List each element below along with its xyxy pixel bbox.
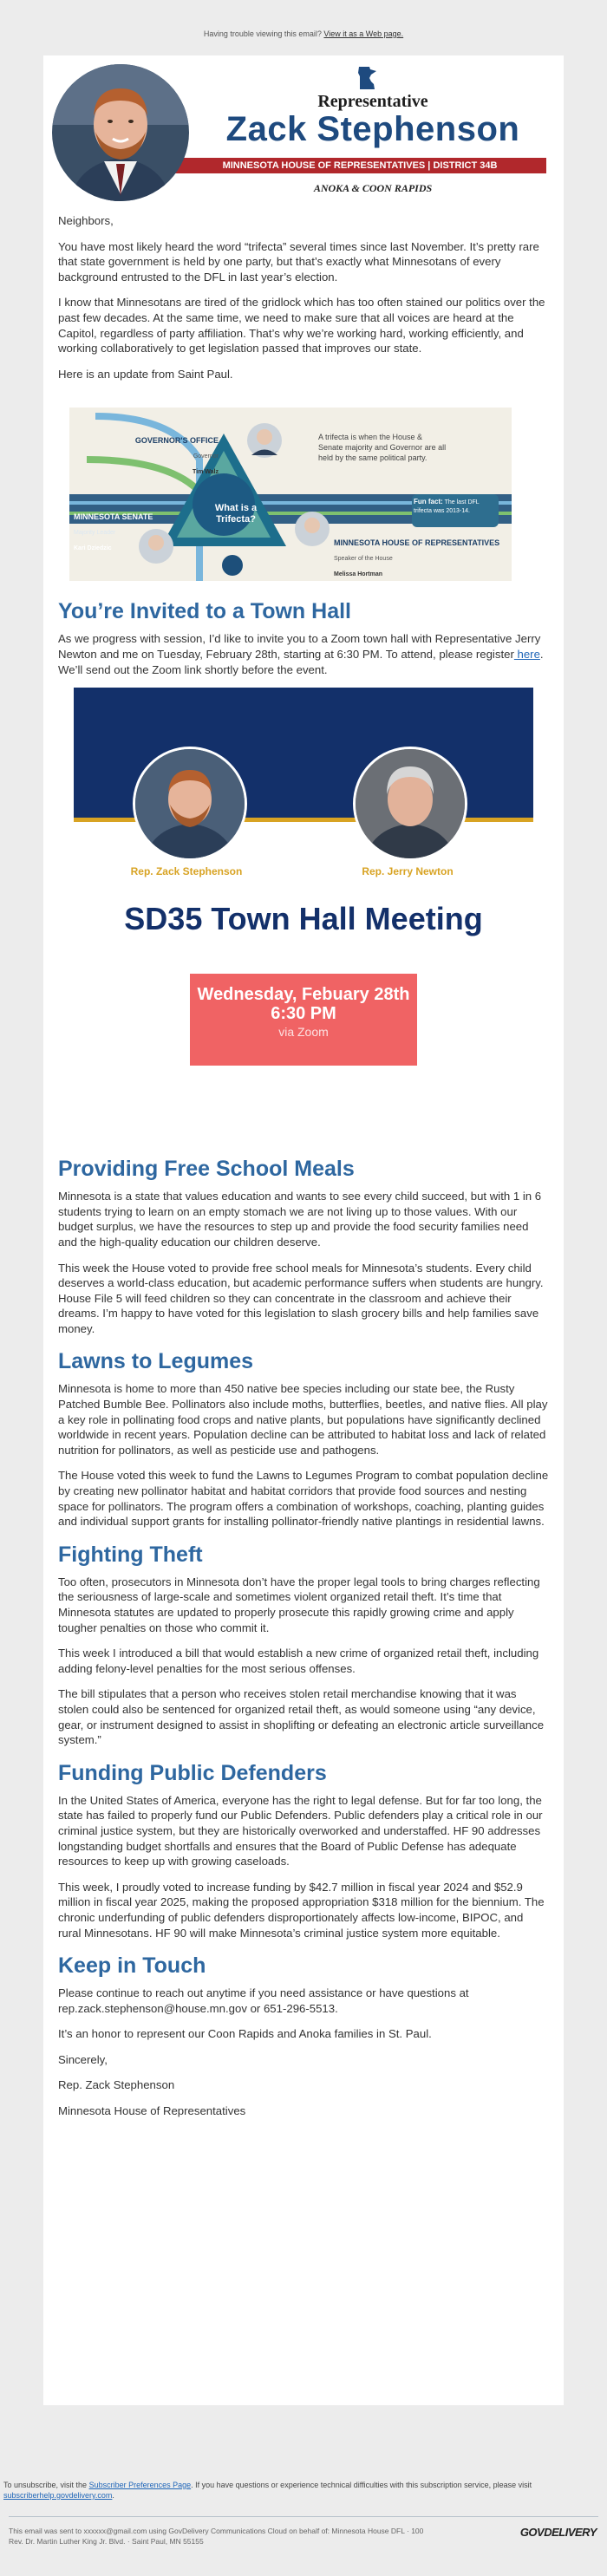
- meals-paragraph: This week the House voted to provide free school meals for Minnesota’s students. Every child deserves a world-class education, but academic performance suffers when students are hungry. House File 5 will feed children so they can concentrate in the classroom and achieve their dreams. I’m happy to have voted for this legislation to slash grocery bills and help families save money.: [58, 1261, 544, 1335]
- touch-paragraph: It’s an honor to represent our Coon Rapids and Anoka families in St. Paul.: [58, 2027, 432, 2041]
- lawns-heading: Lawns to Legumes: [58, 1349, 254, 1374]
- defenders-paragraph: In the United States of America, everyone has the right to legal defense. But for far too long, the state has failed to properly fund our Public Defenders. Public defenders play a critical role in our criminal justice system, but they are historically overworked and understaffed. HF 90 addresses longstanding budget shortfalls and ensures that the Board of Public Defense has adequate resources to keep up with growing caseloads.: [58, 1793, 543, 1868]
- rep-portrait: [52, 64, 189, 201]
- title-rep-name: Zack Stephenson: [225, 110, 520, 148]
- register-link[interactable]: here: [513, 647, 540, 661]
- defenders-paragraph: This week, I proudly voted to increase funding by $42.7 million in fiscal year 2024 and $52.9 million in fiscal year 2025, making the proposed appropriation $318 million for the biennium. The chronic underfunding of public defenders disproportionately affects low-income, BIPOC, and rural Minnesotans. HF 90 will make Minnesota’s criminal justice system more equitable.: [58, 1880, 545, 1940]
- subscriber-preferences-link[interactable]: Subscriber Preferences Page: [88, 2481, 192, 2489]
- event-datetime-box: [190, 974, 417, 1066]
- web-view-link[interactable]: View it as a Web page.: [323, 29, 404, 38]
- email-body: [43, 205, 564, 2119]
- rep2-photo: [353, 747, 467, 861]
- townhall-flyer: [74, 688, 533, 1130]
- area-subtitle: ANOKA & COON RAPIDS: [313, 182, 433, 194]
- townhall-heading: You’re Invited to a Town Hall: [58, 599, 351, 624]
- masthead: [43, 55, 564, 205]
- touch-paragraph: Please continue to reach out anytime if you need assistance or have questions at rep.zack.stephenson@house.mn.gov or 651-296-5513.: [58, 1986, 469, 2015]
- rep1-caption: Rep. Zack Stephenson: [130, 865, 243, 878]
- senate-label: MINNESOTA SENATE Majority Leader Kari Dziedzic: [74, 512, 153, 551]
- event-date: Wednesday, Febuary 28th: [197, 985, 410, 1005]
- email-card: [43, 55, 564, 2405]
- trifecta-infographic: [58, 408, 549, 581]
- intro-paragraph: I know that Minnesotans are tired of the gridlock which has too often stained our politics over the past few decades. At the same time, we need to make sure that all voices are heard at the Capitol, regardless of party affiliation. That’s why we’re working hard, working efficiently, and working collaboratively to get legislation passed that improves our state.: [58, 296, 545, 355]
- govdelivery-logo: GOVDELIVERY: [519, 2526, 597, 2539]
- lawns-paragraph: Minnesota is home to more than 450 native bee species including our state bee, the Rusty Patched Bumble Bee. Pollinators also include moths, butterflies, beetles, and native flies. All play a key role in pollinating food crops and native plants, but populations have significantly declined worldwide in recent years. Population decline can be attributed to habitat loss and lack of related nutrition for pollinators, as well as pesticide use and pathogens.: [58, 1382, 548, 1457]
- preheader-text: Having trouble viewing this email?: [203, 29, 322, 38]
- preheader: [0, 0, 607, 40]
- unsubscribe-text: To unsubscribe, visit the Subscriber Preferences Page. If you have questions or experience technical difficulties with this subscription service, please visit subscriberhelp.govdelivery.com.: [3, 2481, 532, 2500]
- meals-heading: Providing Free School Meals: [58, 1157, 355, 1182]
- rep1-photo: [133, 747, 247, 861]
- townhall-title: SD35 Town Hall Meeting: [124, 901, 483, 937]
- theft-heading: Fighting Theft: [58, 1542, 203, 1567]
- minnesota-map-icon: [357, 66, 378, 90]
- event-time: 6:30 PM: [271, 1003, 336, 1023]
- intro-paragraph: You have most likely heard the word “trifecta” several times since last November. It’s pretty rare that state government is held by one party, but that’s exactly what Minnesotans of every background entrusted to the DFL in last year’s election.: [58, 239, 539, 284]
- theft-paragraph: Too often, prosecutors in Minnesota don’t have the proper legal tools to bring charges reflecting the seriousness of large-scale and sometimes violent organized retail theft. It’s time that Minnesota statutes are updated to properly prosecute this rapidly growing crime and apply tougher penalties on those who commit it.: [58, 1575, 540, 1634]
- event-via: via Zoom: [278, 1025, 329, 1040]
- signature-name: Rep. Zack Stephenson: [58, 2078, 175, 2092]
- defenders-heading: Funding Public Defenders: [58, 1760, 327, 1785]
- signoff: Sincerely,: [58, 2052, 108, 2066]
- title-representative: Representative: [317, 92, 428, 111]
- trifecta-center-label: What is a Trifecta?: [214, 503, 258, 525]
- lawns-paragraph: The House voted this week to fund the Lawns to Legumes Program to combat population decline by creating new pollinator habitat and habitat corridors that provide food sources and nesting space for pollinators. The program offers a combination of workshops, coaching, planting guides and individual support grants for installing pollinator-friendly native plantings in residential lawns.: [58, 1469, 549, 1529]
- fun-fact: Fun fact: The last DFL trifecta was 2013-14.: [414, 498, 480, 515]
- greeting: Neighbors,: [58, 214, 114, 227]
- theft-paragraph: The bill stipulates that a person who receives stolen retail merchandise knowing that it was stolen could also be sentenced for organized retail theft, as would someone using “any device, gear, or instrument designed to assist in shoplifting or defeating an electronic article surveillance system.”: [58, 1687, 545, 1747]
- touch-heading: Keep in Touch: [58, 1953, 206, 1979]
- house-label: MINNESOTA HOUSE OF REPRESENTATIVES Speaker of the House Melissa Hortman: [334, 538, 500, 577]
- footer: [0, 2480, 607, 2547]
- signature-title: Minnesota House of Representatives: [58, 2104, 246, 2118]
- theft-paragraph: This week I introduced a bill that would establish a new crime of organized retail theft, including adding felony-level penalties for the most serious offenses.: [58, 1647, 539, 1675]
- townhall-paragraph: As we progress with session, I’d like to invite you to a Zoom town hall with Representative Jerry Newton and me on Tuesday, February 28th, starting at 6:30 PM. To attend, please register here. We’ll send out the Zoom link shortly before the event.: [58, 632, 544, 676]
- rep2-caption: Rep. Jerry Newton: [362, 865, 454, 878]
- intro-paragraph: Here is an update from Saint Paul.: [58, 367, 233, 381]
- trifecta-definition: A trifecta is when the House & Senate majority and Governor are all held by the same political party.: [318, 433, 447, 463]
- gov-office-label: GOVERNOR'S OFFICE Governor Tim Walz: [134, 436, 219, 475]
- sent-info: This email was sent to xxxxxx@gmail.com using GovDelivery Communications Cloud on behalf of: Minnesota House DFL · 100 Rev. Dr. Martin Luther King Jr. Blvd. · Saint Paul, MN 55155 GOVDELIVERY: [9, 2526, 597, 2546]
- meals-paragraph: Minnesota is a state that values education and wants to see every child succeed, but with 1 in 6 students trying to learn on an empty stomach we are not living up to those values. With our budget surplus, we have the resources to step up and provide the food security families need and the high-quality education our children deserve.: [58, 1190, 542, 1249]
- subscriber-help-link[interactable]: subscriberhelp.govdelivery.com: [3, 2491, 113, 2500]
- district-band: MINNESOTA HOUSE OF REPRESENTATIVES | DISTRICT 34B: [173, 158, 546, 173]
